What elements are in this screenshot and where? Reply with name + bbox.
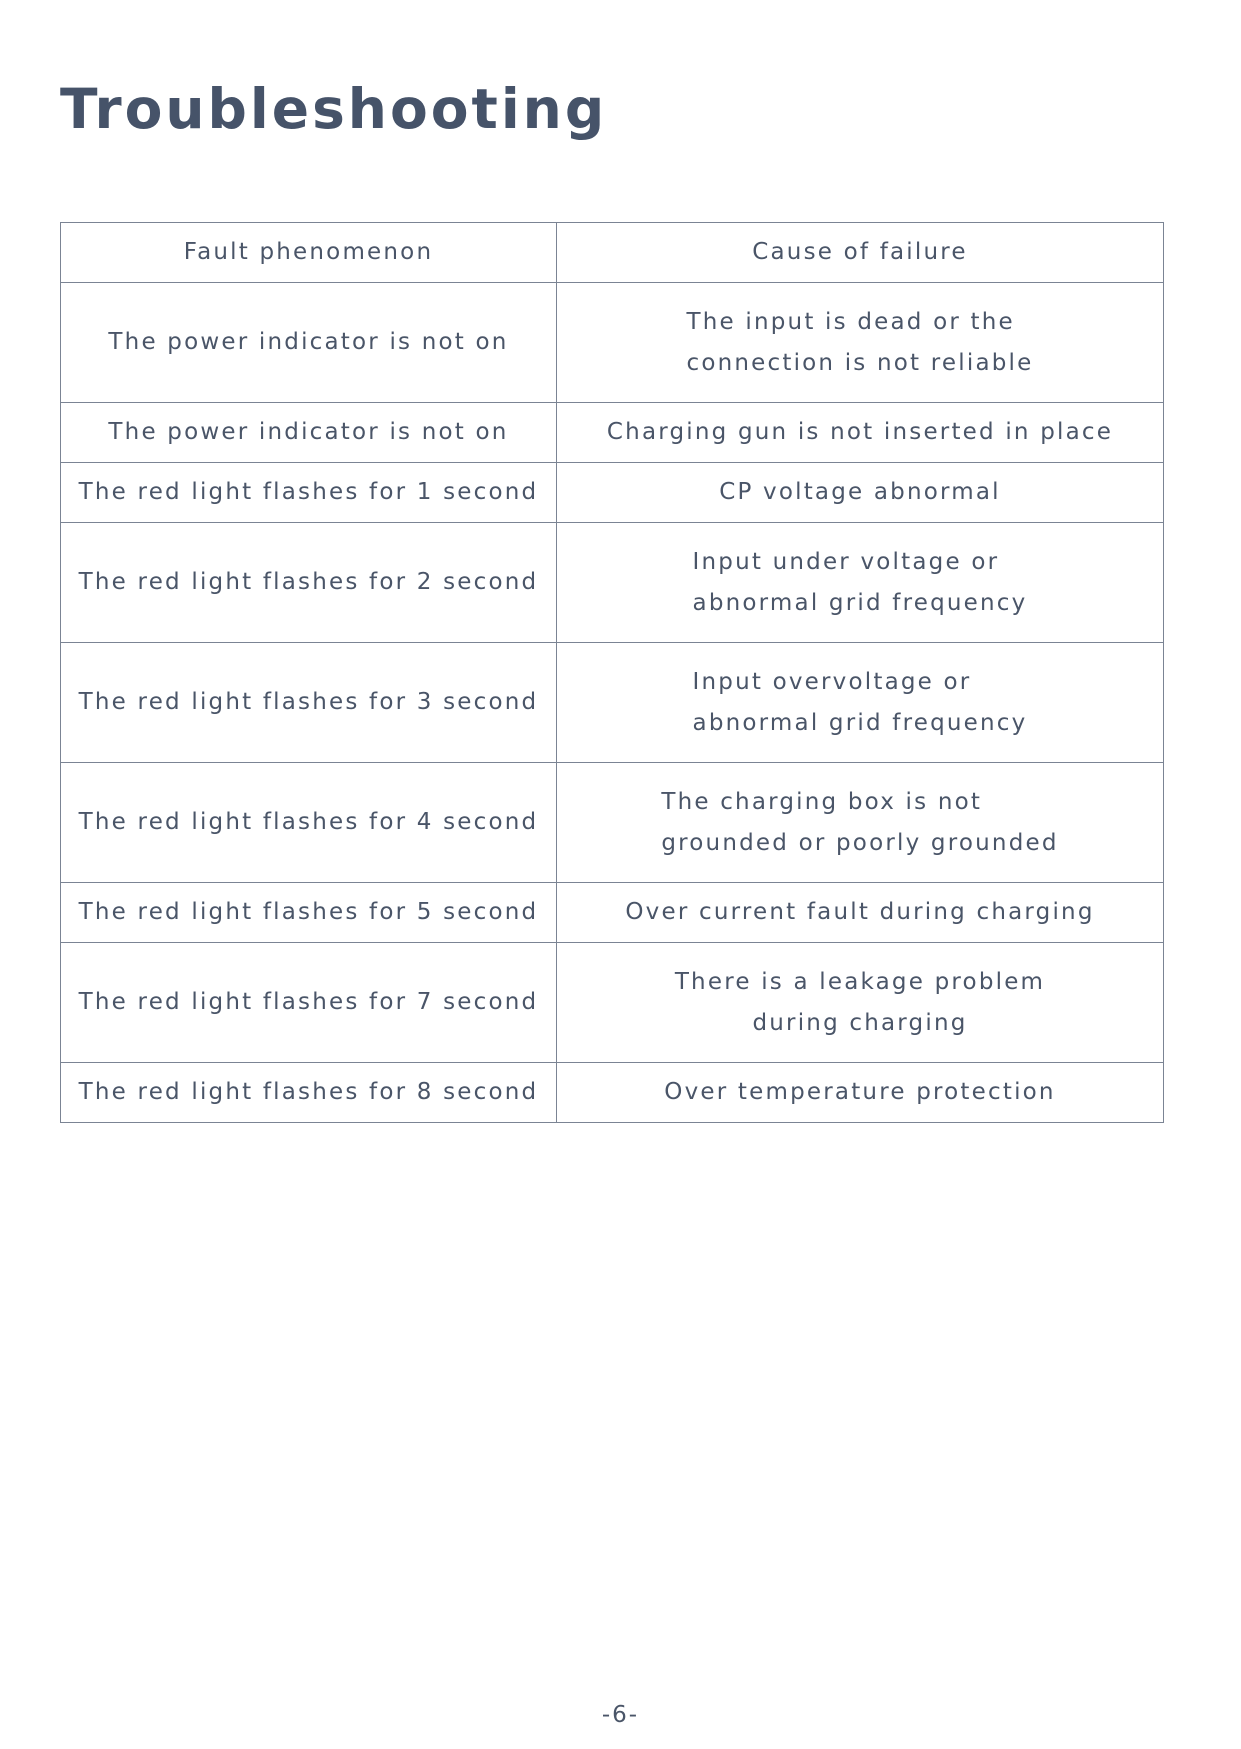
table-row [61,523,1164,643]
cause-of-failure-cell: Over current fault during charging [557,883,1164,943]
cause-of-failure-cell [557,763,1164,883]
cause-line: There is a leakage problem [674,968,1046,995]
cause-line: The charging box is not [661,788,983,815]
troubleshooting-table [60,222,1164,1123]
cause-of-failure-cell: Over temperature protection [557,1063,1164,1123]
fault-phenomenon-cell: The red light flashes for 5 second [61,883,557,943]
cause-line: grounded or poorly grounded [661,829,1059,856]
cause-of-failure-cell [557,943,1164,1063]
cause-line: abnormal grid frequency [692,709,1028,736]
cause-line: Input under voltage or [692,548,1000,575]
page-title: Troubleshooting [60,77,608,141]
cause-of-failure-cell [557,643,1164,763]
table-row [61,403,1164,463]
cause-line: during charging [752,1009,968,1036]
header-fault-phenomenon: Fault phenomenon [61,223,557,283]
fault-phenomenon-cell: The red light flashes for 1 second [61,463,557,523]
fault-phenomenon-cell: The red light flashes for 8 second [61,1063,557,1123]
cause-of-failure-cell: CP voltage abnormal [557,463,1164,523]
table-row [61,463,1164,523]
fault-phenomenon-cell: The power indicator is not on [61,403,557,463]
table-row [61,1063,1164,1123]
fault-phenomenon-cell: The red light flashes for 3 second [61,643,557,763]
cause-line: Input overvoltage or [692,668,972,695]
cause-line: connection is not reliable [686,349,1034,376]
table-row [61,763,1164,883]
cause-of-failure-cell [557,523,1164,643]
table-row [61,943,1164,1063]
fault-phenomenon-cell: The power indicator is not on [61,283,557,403]
cause-of-failure-cell [557,283,1164,403]
table-header-row [61,223,1164,283]
fault-phenomenon-cell: The red light flashes for 2 second [61,523,557,643]
page-number: -6- [601,1702,640,1728]
table-row [61,883,1164,943]
table-row [61,283,1164,403]
fault-phenomenon-cell: The red light flashes for 7 second [61,943,557,1063]
table-row [61,643,1164,763]
cause-line: abnormal grid frequency [692,589,1028,616]
fault-phenomenon-cell: The red light flashes for 4 second [61,763,557,883]
cause-of-failure-cell: Charging gun is not inserted in place [557,403,1164,463]
cause-line: The input is dead or the [686,308,1015,335]
header-cause-of-failure: Cause of failure [557,223,1164,283]
